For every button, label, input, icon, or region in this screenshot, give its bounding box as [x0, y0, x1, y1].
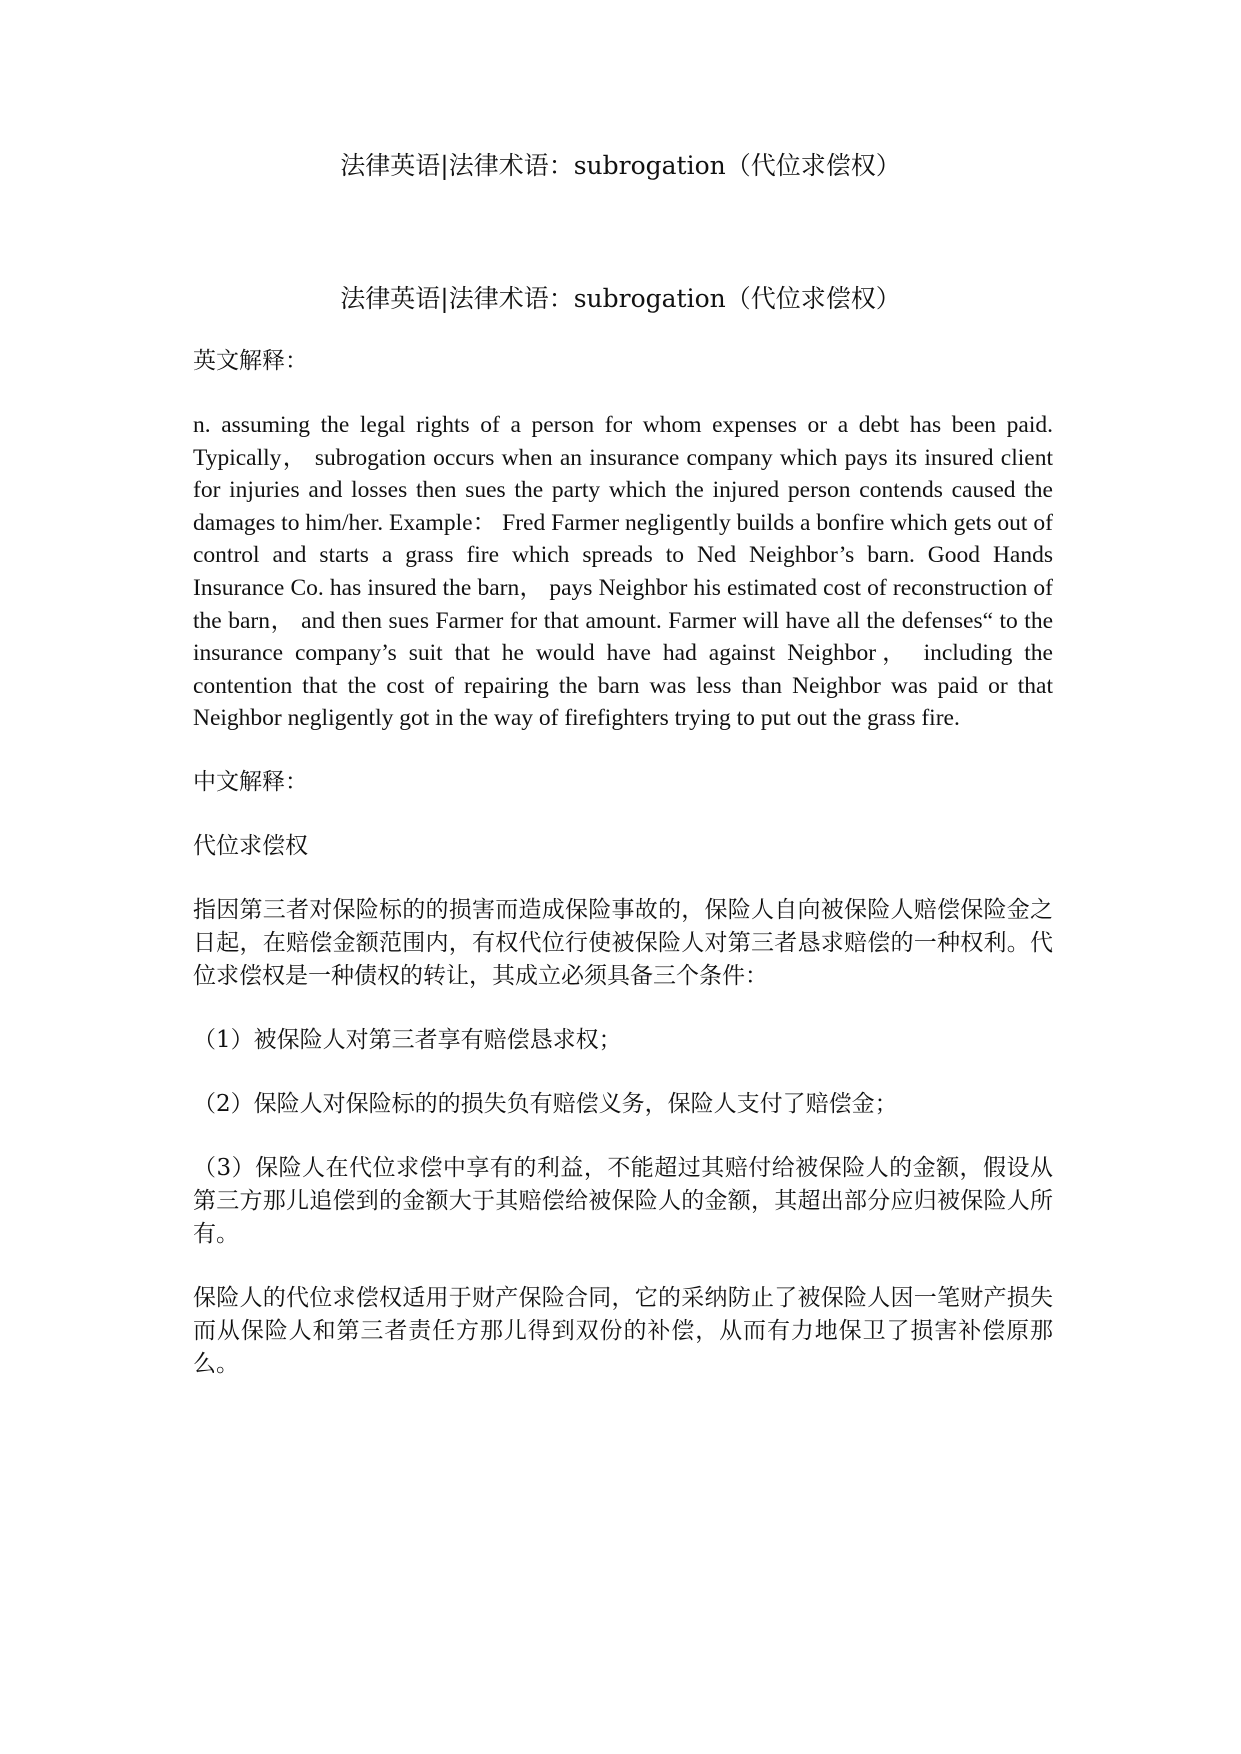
document-subtitle: 法律英语|法律术语：subrogation（代位求偿权）	[340, 284, 901, 313]
chinese-explanation-heading: 中文解释：	[193, 768, 308, 795]
english-explanation-heading: 英文解释：	[193, 348, 308, 374]
condition-item: （3）保险人在代位求偿中享有的利益，不能超过其赔付给被保险人的金额，假设从第三方那儿追偿到的金额大于其赔偿给被保险人的金额，其超出部分应归被保险人所有。	[193, 1154, 1053, 1247]
english-explanation-text: n. assuming the legal rights of a person for whom expenses or a debt has been paid. Typically， subrogation occurs when an insurance company which pays its insured client for injuries and losses then sues the party which the injured person contends caused the damages to him/her. Example： Fred Farmer negligently builds a bonfire which gets out of control and starts a grass fire which spreads to Ned Neighbor’s barn. Good Hands Insurance Co. has insured the barn， pays Neighbor his estimated cost of reconstruction of the barn， and then sues Farmer for that amount. Farmer will have all the defenses“ to the insurance company’s suit that he would have had against Neighbor， including the contention that the cost of repairing the barn was less than Neighbor was paid or that Neighbor negligently got in the way of firefighters trying to put out the grass fire.	[193, 412, 1053, 732]
chinese-definition: 指因第三者对保险标的的损害而造成保险事故的，保险人自向被保险人赔偿保险金之日起，在赔偿金额范围内，有权代位行使被保险人对第三者恳求赔偿的一种权利。代位求偿权是一种债权的转让，其成立必须具备三个条件：	[193, 896, 1053, 989]
condition-item: （2）保险人对保险标的的损失负有赔偿义务，保险人支付了赔偿金；	[193, 1090, 898, 1117]
condition-item: （1）被保险人对第三者享有赔偿恳求权；	[193, 1026, 622, 1053]
document-title: 法律英语|法律术语：subrogation（代位求偿权）	[340, 151, 901, 180]
document-body	[193, 345, 1053, 1412]
chinese-term: 代位求偿权	[193, 832, 308, 859]
closing-paragraph: 保险人的代位求偿权适用于财产保险合同，它的采纳防止了被保险人因一笔财产损失而从保险人和第三者责任方那儿得到双份的补偿，从而有力地保卫了损害补偿原那么。	[193, 1284, 1053, 1377]
